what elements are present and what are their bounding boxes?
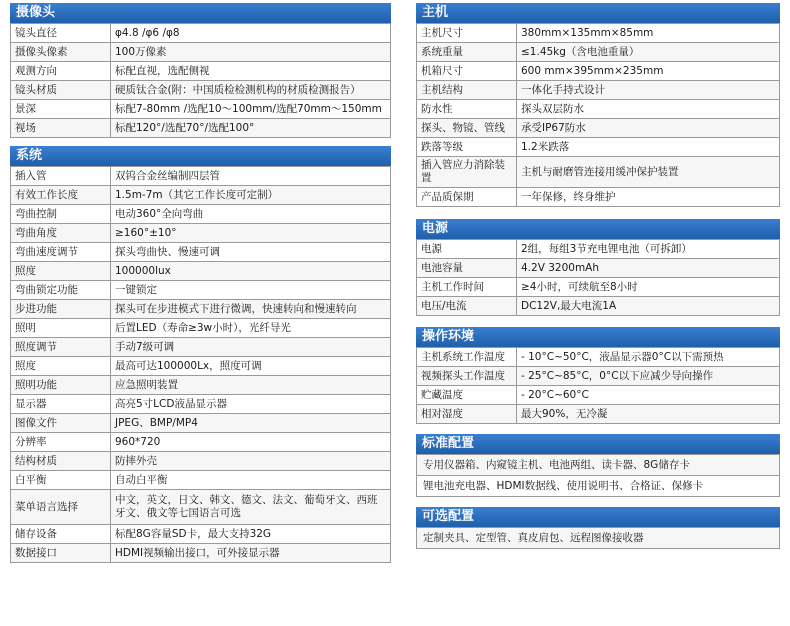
table-row	[417, 240, 780, 259]
spec-value: 标配7-80mm /选配10～100mm/选配70mm～150mm	[111, 100, 391, 119]
table-row	[11, 395, 391, 414]
section-title: 操作环境	[416, 327, 780, 347]
table-row	[11, 433, 391, 452]
spec-value: 4.2V 3200mAh	[517, 259, 780, 278]
config-item: 定制夹具、定型管、真皮肩包、远程图像接收器	[417, 528, 780, 549]
table-row	[417, 348, 780, 367]
table-row	[11, 167, 391, 186]
section-title: 电源	[416, 219, 780, 239]
spec-value: 最大90%，无冷凝	[517, 405, 780, 424]
section-right-0	[416, 3, 780, 207]
spec-key: 系统重量	[417, 43, 517, 62]
spec-key: 观测方向	[11, 62, 111, 81]
spec-value: 600 mm×395mm×235mm	[517, 62, 780, 81]
spec-value: - 10°C~50°C，液晶显示器0°C以下需预热	[517, 348, 780, 367]
spec-key: 产品质保期	[417, 188, 517, 207]
left-column	[10, 3, 391, 568]
spec-table	[416, 239, 780, 316]
spec-key: 贮藏温度	[417, 386, 517, 405]
spec-value: 960*720	[111, 433, 391, 452]
table-row	[417, 157, 780, 188]
spec-value: 硬质钛合金(附：中国质检检测机构的材质检测报告）	[111, 81, 391, 100]
table-row	[11, 525, 391, 544]
table-row	[417, 405, 780, 424]
table-row	[11, 43, 391, 62]
spec-value: 标配8G容量SD卡，最大支持32G	[111, 525, 391, 544]
spec-key: 主机系统工作温度	[417, 348, 517, 367]
spec-key: 照明	[11, 319, 111, 338]
spec-table	[10, 166, 391, 563]
spec-value: 手动7级可调	[111, 338, 391, 357]
table-row	[11, 24, 391, 43]
table-row	[11, 490, 391, 525]
section-left-1	[10, 146, 391, 563]
spec-value: 承受IP67防水	[517, 119, 780, 138]
spec-key: 跌落等级	[417, 138, 517, 157]
spec-key: 弯曲控制	[11, 205, 111, 224]
spec-key: 弯曲速度调节	[11, 243, 111, 262]
spec-value: 防摔外壳	[111, 452, 391, 471]
spec-value: HDMI视频输出接口，可外接显示器	[111, 544, 391, 563]
section-title: 主机	[416, 3, 780, 23]
section-right-2	[416, 327, 780, 424]
spec-table	[416, 347, 780, 424]
spec-key: 机箱尺寸	[417, 62, 517, 81]
spec-value: 一体化手持式设计	[517, 81, 780, 100]
spec-value: 后置LED（寿命≥3w小时），光纤导光	[111, 319, 391, 338]
spec-key: 照度	[11, 262, 111, 281]
spec-value: - 25°C~85°C，0°C以下应减少导向操作	[517, 367, 780, 386]
table-row	[11, 281, 391, 300]
spec-table	[10, 23, 391, 138]
table-row	[11, 100, 391, 119]
spec-key: 有效工作长度	[11, 186, 111, 205]
config-item: 专用仪器箱、内窥镜主机、电池两组、读卡器、8G储存卡	[417, 455, 780, 476]
spec-value: 380mm×135mm×85mm	[517, 24, 780, 43]
table-row	[417, 24, 780, 43]
section-title: 系统	[10, 146, 391, 166]
spec-key: 视频探头工作温度	[417, 367, 517, 386]
spec-value: 一年保修，终身维护	[517, 188, 780, 207]
spec-key: 主机尺寸	[417, 24, 517, 43]
table-row	[417, 138, 780, 157]
spec-value: φ4.8 /φ6 /φ8	[111, 24, 391, 43]
spec-key: 步进功能	[11, 300, 111, 319]
spec-value: 自动白平衡	[111, 471, 391, 490]
table-row	[417, 476, 780, 497]
table-row	[417, 528, 780, 549]
spec-key: 防水性	[417, 100, 517, 119]
section-left-0	[10, 3, 391, 138]
spec-key: 相对湿度	[417, 405, 517, 424]
spec-key: 储存设备	[11, 525, 111, 544]
spec-key: 主机结构	[417, 81, 517, 100]
table-row	[11, 544, 391, 563]
section-title: 可选配置	[416, 507, 780, 527]
table-row	[11, 262, 391, 281]
table-row	[417, 455, 780, 476]
spec-value: DC12V,最大电流1A	[517, 297, 780, 316]
table-row	[11, 414, 391, 433]
spec-key: 弯曲锁定功能	[11, 281, 111, 300]
spec-key: 景深	[11, 100, 111, 119]
table-row	[417, 119, 780, 138]
spec-key: 照度	[11, 357, 111, 376]
table-row	[417, 278, 780, 297]
spec-value: 中文，英文，日文、韩文、德文、法文、葡萄牙文、西班牙文、俄文等七国语言可选	[111, 490, 391, 525]
table-row	[417, 81, 780, 100]
spec-key: 视场	[11, 119, 111, 138]
spec-key: 照度调节	[11, 338, 111, 357]
spec-key: 照明功能	[11, 376, 111, 395]
section-right-4	[416, 507, 780, 549]
table-row	[11, 186, 391, 205]
right-column	[416, 3, 780, 555]
table-row	[11, 224, 391, 243]
spec-value: ≤1.45kg（含电池重量）	[517, 43, 780, 62]
table-row	[417, 259, 780, 278]
spec-value: 2组，每组3节充电锂电池（可拆卸）	[517, 240, 780, 259]
spec-key: 图像文件	[11, 414, 111, 433]
table-row	[11, 471, 391, 490]
spec-value: 探头可在步进模式下进行微调，快速转向和慢速转向	[111, 300, 391, 319]
spec-value: ≥160°±10°	[111, 224, 391, 243]
spec-value: JPEG、BMP/MP4	[111, 414, 391, 433]
spec-key: 数据接口	[11, 544, 111, 563]
table-row	[11, 338, 391, 357]
spec-value: 1.2米跌落	[517, 138, 780, 157]
spec-key: 电源	[417, 240, 517, 259]
table-row	[11, 243, 391, 262]
spec-table	[416, 454, 780, 497]
section-title: 摄像头	[10, 3, 391, 23]
table-row	[11, 319, 391, 338]
spec-value: 1.5m-7m（其它工作长度可定制）	[111, 186, 391, 205]
spec-key: 电池容量	[417, 259, 517, 278]
table-row	[11, 62, 391, 81]
spec-value: 双钨合金丝编制四层管	[111, 167, 391, 186]
table-row	[11, 205, 391, 224]
spec-key: 显示器	[11, 395, 111, 414]
spec-value: 标配直视，选配侧视	[111, 62, 391, 81]
spec-key: 摄像头像素	[11, 43, 111, 62]
table-row	[417, 62, 780, 81]
spec-key: 菜单语言选择	[11, 490, 111, 525]
spec-value: 探头双层防水	[517, 100, 780, 119]
spec-key: 镜头直径	[11, 24, 111, 43]
spec-value: 高亮5寸LCD液晶显示器	[111, 395, 391, 414]
table-row	[11, 81, 391, 100]
spec-value: 100万像素	[111, 43, 391, 62]
spec-key: 主机工作时间	[417, 278, 517, 297]
spec-value: 探头弯曲快、慢速可调	[111, 243, 391, 262]
spec-key: 分辨率	[11, 433, 111, 452]
spec-key: 白平衡	[11, 471, 111, 490]
spec-key: 插入管应力消除装置	[417, 157, 517, 188]
spec-value: 标配120°/选配70°/选配100°	[111, 119, 391, 138]
spec-table	[416, 527, 780, 549]
table-row	[11, 119, 391, 138]
section-title: 标准配置	[416, 434, 780, 454]
spec-value: 一键锁定	[111, 281, 391, 300]
spec-key: 插入管	[11, 167, 111, 186]
table-row	[417, 297, 780, 316]
section-right-3	[416, 434, 780, 497]
spec-value: ≥4小时，可续航至8小时	[517, 278, 780, 297]
spec-value: 主机与耐磨管连接用缓冲保护装置	[517, 157, 780, 188]
config-item: 锂电池充电器、HDMI数据线、使用说明书、合格证、保修卡	[417, 476, 780, 497]
spec-table	[416, 23, 780, 207]
table-row	[11, 300, 391, 319]
spec-value: 电动360°全向弯曲	[111, 205, 391, 224]
spec-value: 应急照明装置	[111, 376, 391, 395]
spec-value: 最高可达100000Lx，照度可调	[111, 357, 391, 376]
spec-key: 探头、物镜、管线	[417, 119, 517, 138]
spec-key: 弯曲角度	[11, 224, 111, 243]
spec-key: 结构材质	[11, 452, 111, 471]
spec-key: 电压/电流	[417, 297, 517, 316]
spec-value: 100000lux	[111, 262, 391, 281]
table-row	[11, 452, 391, 471]
table-row	[417, 386, 780, 405]
table-row	[11, 357, 391, 376]
table-row	[11, 376, 391, 395]
section-right-1	[416, 219, 780, 316]
table-row	[417, 43, 780, 62]
table-row	[417, 367, 780, 386]
spec-key: 镜头材质	[11, 81, 111, 100]
table-row	[417, 188, 780, 207]
table-row	[417, 100, 780, 119]
spec-value: - 20°C~60°C	[517, 386, 780, 405]
